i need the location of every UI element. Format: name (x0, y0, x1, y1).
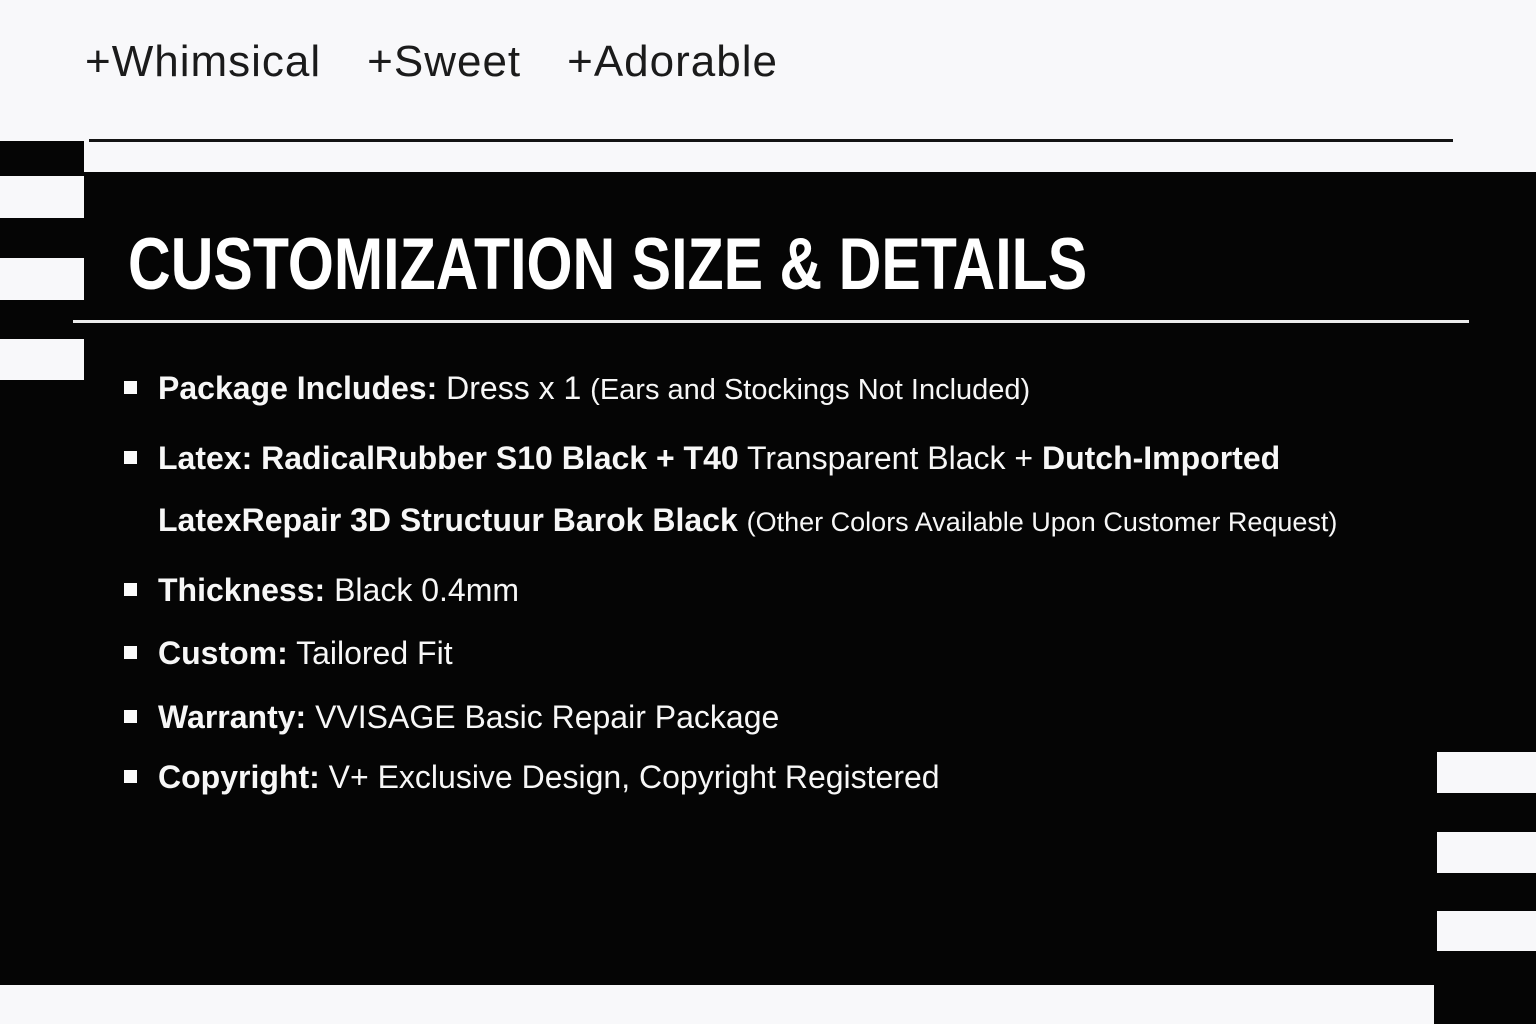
bullet-square-icon (124, 770, 137, 783)
right-stripe-block-2 (1437, 832, 1536, 873)
tagline-item-whimsical: +Whimsical (85, 37, 322, 86)
tagline (85, 36, 778, 89)
detail-text-segment: Black 0.4mm (325, 572, 519, 608)
detail-text-segment: Copyright: (158, 759, 320, 795)
detail-row-text (158, 366, 1030, 412)
left-stripe-block-2 (0, 218, 84, 258)
detail-text-segment: (Other Colors Available Upon Customer Request) (746, 507, 1338, 537)
detail-text-segment: VVISAGE Basic Repair Package (306, 699, 780, 735)
detail-row-text (158, 436, 1280, 480)
detail-row-text (158, 498, 1337, 544)
detail-row (124, 695, 779, 739)
detail-row-text (158, 631, 453, 675)
left-stripe-block-3 (0, 300, 84, 339)
detail-row (124, 755, 940, 799)
detail-row (124, 436, 1280, 480)
detail-text-segment: Custom: (158, 635, 288, 671)
title-underline (73, 320, 1469, 323)
detail-text-segment: Dress x 1 (437, 370, 591, 406)
left-stripe-block-1 (0, 141, 84, 176)
top-divider-line (89, 139, 1453, 142)
bullet-square-icon (124, 583, 137, 596)
right-stripe-block-3 (1437, 911, 1536, 951)
detail-text-segment: Package Includes: (158, 370, 438, 406)
detail-row (124, 568, 519, 612)
detail-text-segment: Dutch-Imported (1041, 440, 1281, 476)
detail-text-segment: Thickness: (158, 572, 326, 608)
bullet-square-icon (124, 451, 137, 464)
detail-text-segment: V+ Exclusive Design, Copyright Registered (319, 759, 940, 795)
right-stripe-block-1 (1437, 752, 1536, 793)
detail-row-text (158, 755, 940, 799)
detail-text-segment: (Ears and Stockings Not Included) (590, 374, 1031, 406)
tagline-item-sweet: +Sweet (367, 37, 522, 86)
bottom-right-corner-block (1434, 985, 1536, 1024)
tagline-item-adorable: +Adorable (567, 37, 778, 86)
detail-text-segment: Tailored Fit (287, 635, 453, 671)
panel-title: CUSTOMIZATION SIZE & DETAILS (128, 224, 1088, 305)
bullet-square-icon (124, 710, 137, 723)
detail-text-segment: Transparent Black + (738, 440, 1042, 476)
detail-text-segment: LatexRepair 3D Structuur Barok Black (158, 502, 747, 538)
detail-text-segment: Latex: RadicalRubber S10 Black + T40 (158, 440, 739, 476)
bullet-square-icon (124, 646, 137, 659)
bullet-square-icon (124, 381, 137, 394)
detail-row (158, 498, 1337, 542)
detail-row (124, 631, 453, 675)
detail-row-text (158, 695, 779, 739)
detail-row (124, 366, 1030, 410)
detail-row-text (158, 568, 519, 612)
left-stripe-block-4 (0, 380, 84, 985)
detail-text-segment: Warranty: (158, 699, 307, 735)
